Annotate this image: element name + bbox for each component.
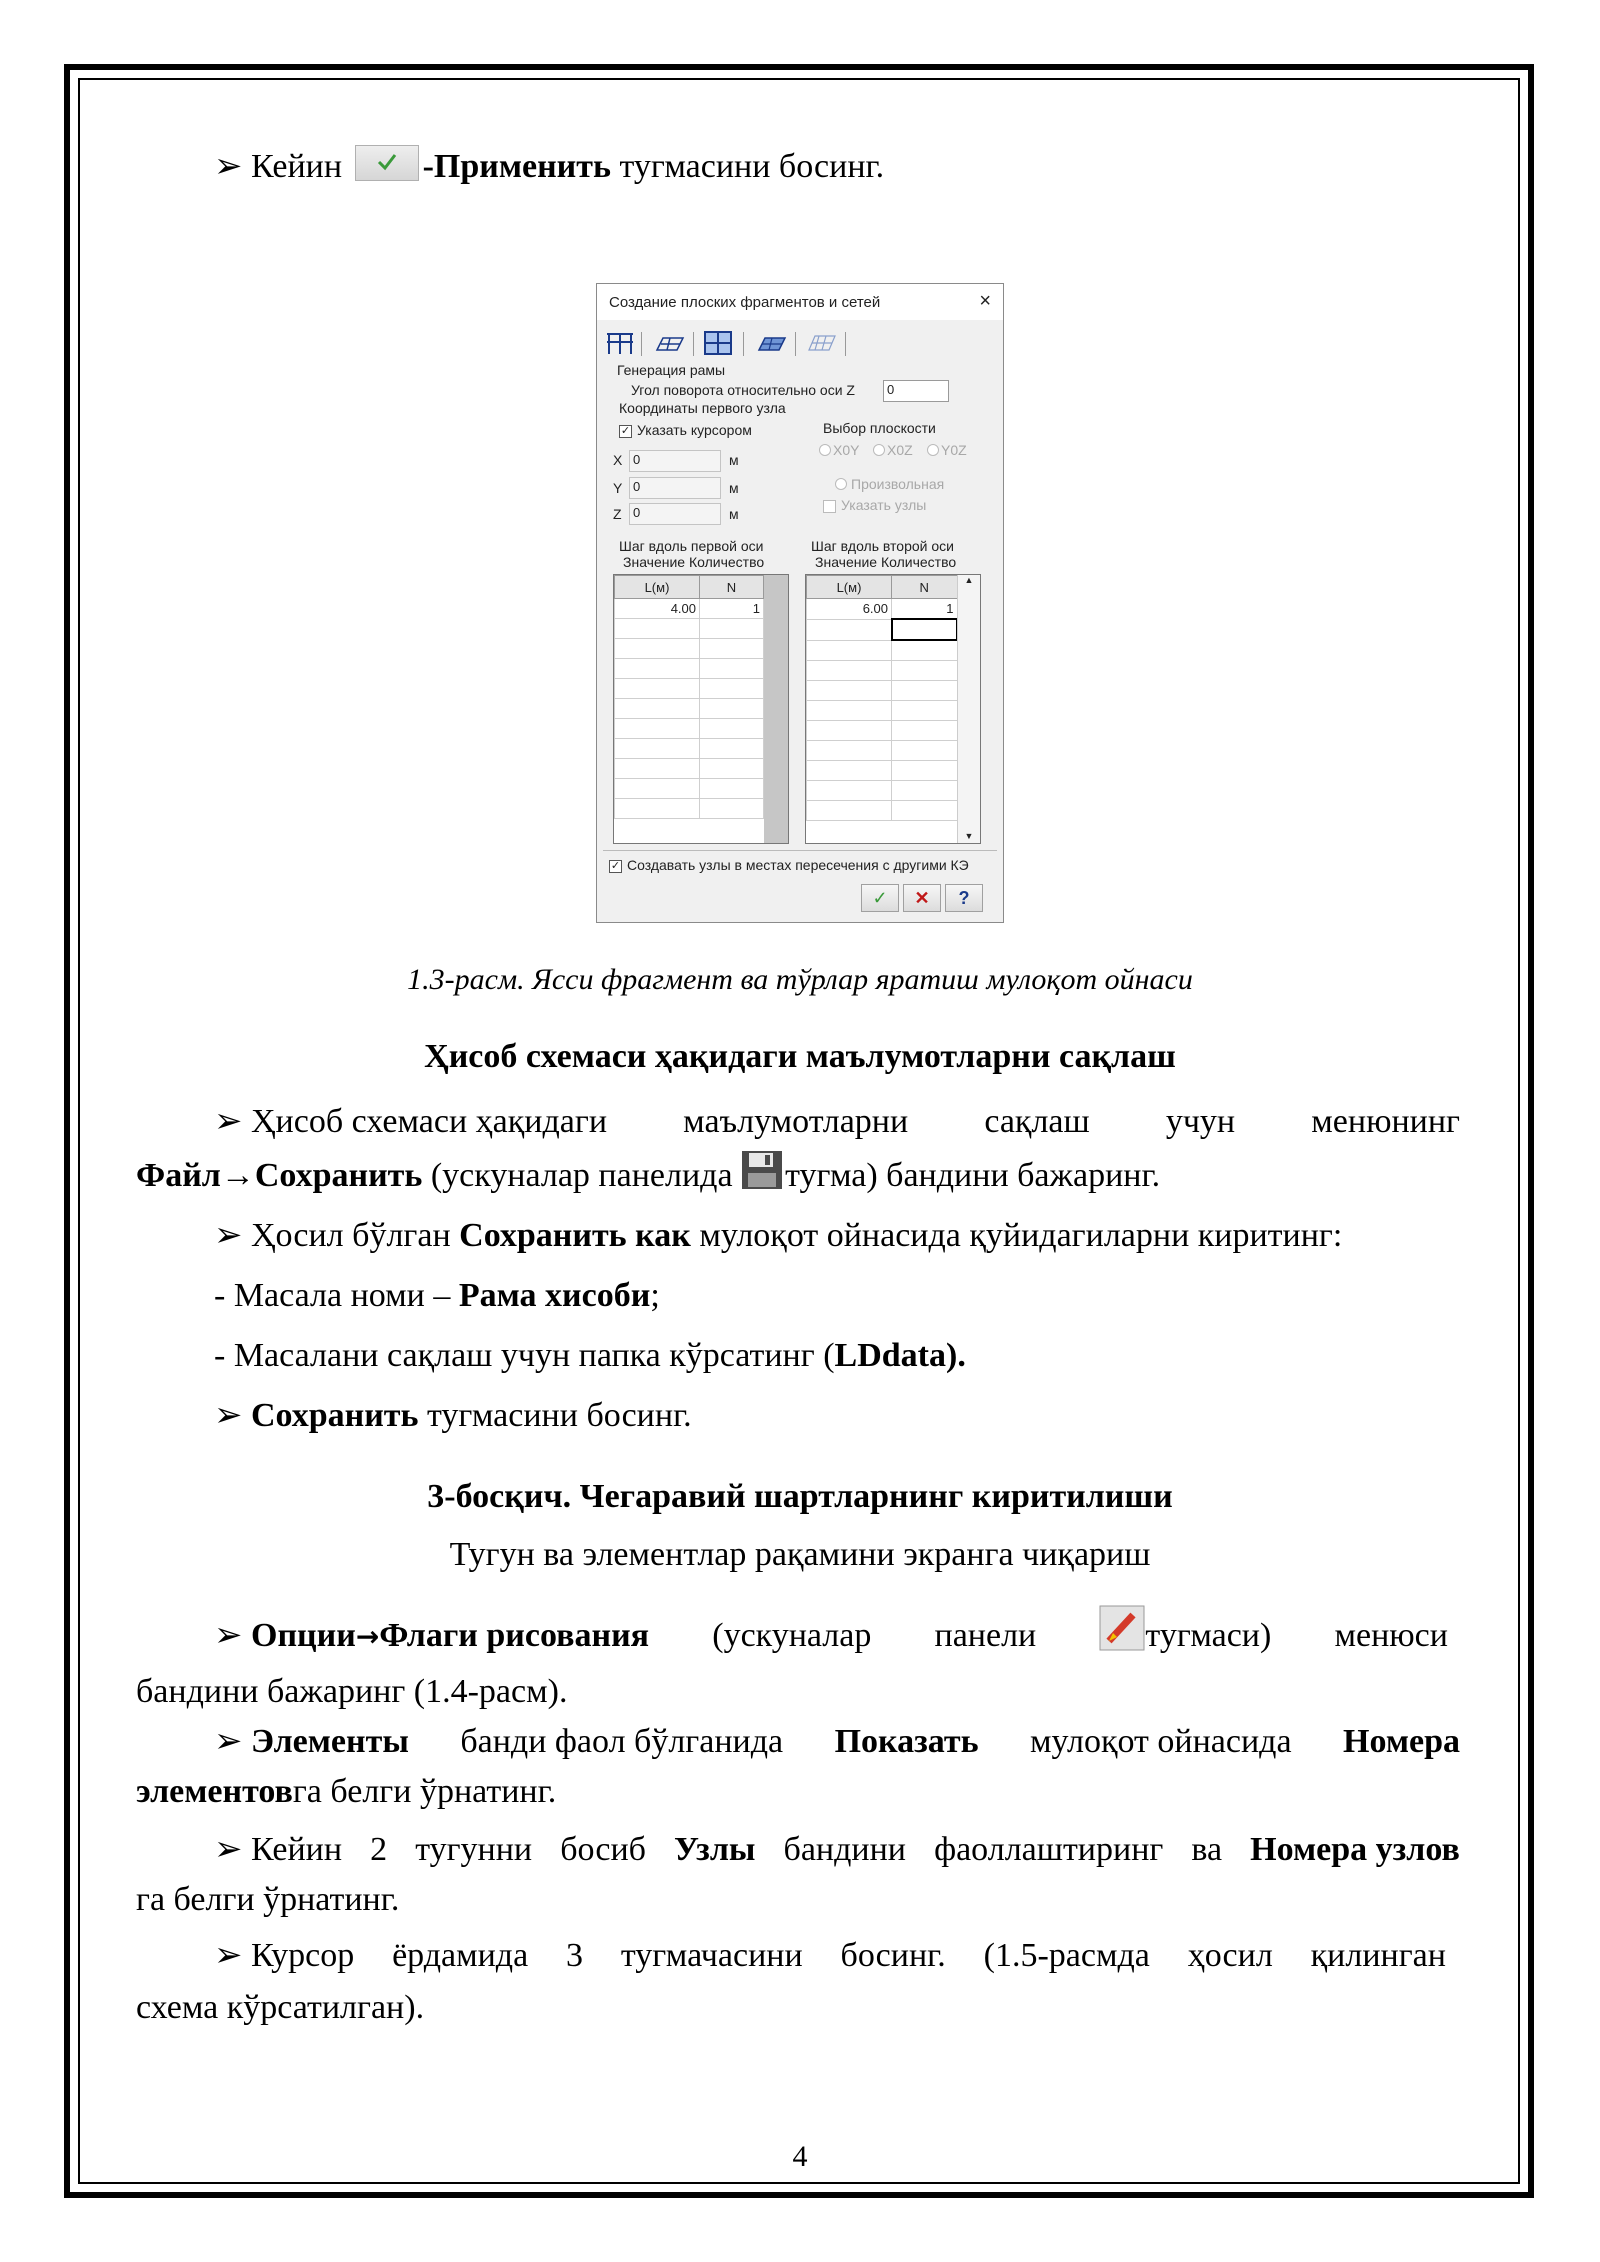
paragraph-options-line2: бандини бажаринг (1.4-расм).	[136, 1673, 568, 1710]
subheading: Тугун ва элементлар рақамини экранга чиқариш	[449, 1536, 1151, 1573]
unit-label: м	[729, 480, 739, 496]
paragraph-cursor-line1	[214, 1934, 1446, 1978]
y-input[interactable]: 0	[629, 477, 721, 499]
paragraph-save-line2	[136, 1154, 1160, 1198]
axis1-table[interactable]	[613, 574, 789, 844]
plane-xoy-label: X0Y	[833, 442, 860, 458]
axis1-title: Шаг вдоль первой оси	[619, 538, 764, 554]
axis2-table[interactable]	[805, 574, 981, 844]
col-n-header: N	[892, 576, 958, 599]
bullet-arrow-icon: ➢	[214, 1831, 243, 1868]
paragraph-save-line1	[214, 1100, 1460, 1144]
save-floppy-icon	[741, 1150, 783, 1190]
bullet-arrow-icon: ➢	[214, 1217, 243, 1254]
paragraph-cursor-line2: схема кўрсатилган).	[136, 1989, 425, 2026]
bullet-arrow-icon: ➢	[214, 1103, 243, 1140]
figure-caption: 1.3-расм. Ясси фрагмент ва тўрлар яратиш мулоқот ойнаси	[407, 963, 1193, 996]
draw-flags-bold: Флаги рисования	[379, 1617, 650, 1654]
text: сақлаш	[984, 1103, 1090, 1140]
text: тугунни	[415, 1831, 533, 1868]
text: тугмасини босинг.	[418, 1397, 692, 1434]
show-bold: Показать	[834, 1723, 979, 1760]
text: қилинган	[1310, 1937, 1446, 1974]
text: ёрдамида	[392, 1937, 529, 1974]
apply-checkmark-icon	[355, 145, 419, 181]
text: (1.5-расмда	[983, 1937, 1150, 1974]
unit-label: м	[729, 506, 739, 522]
section-heading: Ҳисоб схемаси ҳақидаги маълумотларни сақлаш	[424, 1038, 1176, 1075]
text: тугмаси)	[1145, 1617, 1272, 1654]
bullet-arrow-icon: ➢	[214, 148, 243, 185]
dialog-create-flat-fragments	[596, 283, 1004, 923]
rotation-input[interactable]: 0	[883, 380, 949, 402]
create-nodes-checkbox[interactable]: ✓	[610, 860, 621, 872]
cell-n[interactable]: 1	[700, 599, 764, 619]
text: Ҳисоб схемаси ҳақидаги	[251, 1103, 608, 1140]
scroll-down-icon[interactable]: ▼	[964, 831, 974, 841]
text: менюнинг	[1311, 1103, 1460, 1140]
text: маълумотларни	[683, 1103, 909, 1140]
nodes-bold: Узлы	[674, 1831, 756, 1868]
axis2-subtitle: Значение Количество	[815, 554, 957, 570]
plane-label: Выбор плоскости	[823, 420, 936, 436]
plane-yoz-label: Y0Z	[941, 442, 967, 458]
close-icon[interactable]: ×	[979, 290, 991, 312]
text: (ускуналар	[712, 1617, 872, 1654]
specify-nodes-label: Указать узлы	[841, 497, 927, 513]
folder-bold: LDdata).	[834, 1337, 966, 1374]
help-button[interactable]: ?	[945, 884, 983, 912]
z-label: Z	[613, 506, 622, 522]
text: - Масалани сақлаш учун папка кўрсатинг (	[214, 1337, 835, 1374]
text: босиб	[560, 1831, 646, 1868]
menu-path-bold: Файл→Сохранить	[136, 1157, 423, 1194]
text: - Масала номи –	[214, 1277, 459, 1314]
save-as-bold: Сохранить как	[459, 1217, 691, 1254]
create-nodes-label: Создавать узлы в местах пересечения с другими КЭ	[627, 857, 969, 873]
axis1-subtitle: Значение Количество	[623, 554, 765, 570]
text: мулоқот ойнасида қуйидагиларни киритинг:	[690, 1217, 1343, 1254]
cell-n[interactable]: 1	[892, 599, 958, 620]
save-bold: Сохранить	[251, 1397, 419, 1434]
specify-nodes-checkbox[interactable]	[823, 500, 836, 513]
paragraph-task-name	[214, 1274, 660, 1318]
elements-bold: Элементы	[251, 1723, 409, 1760]
text: ҳосил	[1187, 1937, 1273, 1974]
scrollbar[interactable]	[957, 575, 980, 843]
plane-yoz-radio[interactable]	[927, 444, 939, 456]
paragraph-apply	[214, 145, 884, 189]
cursor-checkbox[interactable]: ✓	[620, 425, 631, 437]
arrow-right-icon: →	[355, 1620, 380, 1653]
text: Курсор	[251, 1937, 355, 1974]
paragraph-elements-line2	[136, 1770, 556, 1814]
unit-label: м	[729, 452, 739, 468]
first-node-label: Координаты первого узла	[619, 400, 786, 416]
text: панели	[934, 1617, 1037, 1654]
draw-flags-icon	[1099, 1605, 1145, 1651]
page-number: 4	[792, 2140, 808, 2173]
text: тугма) бандини бажаринг.	[785, 1157, 1161, 1194]
col-n-header: N	[700, 576, 764, 599]
mesh-tab-icon[interactable]	[807, 330, 837, 356]
x-label: X	[613, 452, 623, 468]
node-numbers-bold: Номера узлов	[1250, 1831, 1460, 1868]
axis2-title: Шаг вдоль второй оси	[811, 538, 954, 554]
paragraph-save-button	[214, 1394, 692, 1438]
table-row[interactable]	[807, 599, 958, 620]
text: ва	[1191, 1831, 1223, 1868]
text: 2	[370, 1831, 388, 1868]
arbitrary-label: Произвольная	[851, 476, 945, 492]
stage-heading: 3-босқич. Чегаравий шартларнинг киритилиши	[427, 1478, 1173, 1515]
bullet-arrow-icon: ➢	[214, 1617, 243, 1654]
text: 3	[566, 1937, 584, 1974]
plate-tab-icon[interactable]	[757, 330, 787, 356]
text: банди фаол бўлганида	[460, 1723, 784, 1760]
grid-tab-icon[interactable]	[703, 330, 733, 356]
plane-xoz-radio[interactable]	[873, 444, 885, 456]
y-label: Y	[613, 480, 623, 496]
scroll-up-icon[interactable]: ▲	[964, 575, 974, 585]
text: мулоқот ойнасида	[1030, 1723, 1292, 1760]
scrollbar[interactable]	[764, 575, 788, 843]
bullet-arrow-icon: ➢	[214, 1723, 243, 1760]
col-l-header: L(м)	[615, 576, 700, 599]
ok-button[interactable]: ✓	[861, 884, 899, 912]
text: Ҳосил бўлган	[251, 1217, 460, 1254]
text: га белги ўрнатинг.	[292, 1773, 557, 1810]
paragraph-save-as	[214, 1214, 1342, 1258]
cell-l[interactable]: 6.00	[807, 599, 892, 620]
numbers-bold: Номера	[1343, 1723, 1460, 1760]
elements-numbers-bold: элементов	[136, 1773, 293, 1810]
text: Кейин	[251, 148, 343, 185]
arbitrary-radio[interactable]	[835, 478, 847, 490]
paragraph-nodes-line1	[214, 1828, 1460, 1872]
col-l-header: L(м)	[807, 576, 892, 599]
plane-xoy-radio[interactable]	[819, 444, 831, 456]
paragraph-folder	[214, 1334, 966, 1378]
cell-l[interactable]: 4.00	[615, 599, 700, 619]
generation-label: Генерация рамы	[617, 362, 726, 378]
task-name-bold: Рама хисоби	[458, 1277, 651, 1314]
paragraph-elements-line1	[214, 1720, 1460, 1764]
slab-tab-icon[interactable]	[655, 330, 685, 356]
text: тугмасини босинг.	[610, 148, 885, 185]
apply-bold: -Применить	[422, 148, 611, 185]
bullet-arrow-icon: ➢	[214, 1397, 243, 1434]
plane-xoz-label: X0Z	[887, 442, 913, 458]
paragraph-options-line1	[214, 1614, 1448, 1661]
rotation-label: Угол поворота относительно оси Z	[631, 382, 855, 398]
text: Кейин	[251, 1831, 343, 1868]
z-input[interactable]: 0	[629, 503, 721, 525]
text: босинг.	[840, 1937, 946, 1974]
text: менюси	[1334, 1617, 1448, 1654]
table-row[interactable]	[615, 599, 764, 619]
options-bold: Опции	[251, 1617, 356, 1654]
text: тугмачасини	[620, 1937, 803, 1974]
dialog-title: Создание плоских фрагментов и сетей	[609, 294, 881, 311]
text: бандини	[783, 1831, 906, 1868]
dialog-titlebar	[597, 284, 1003, 320]
frame-tab-icon[interactable]	[605, 330, 635, 356]
bullet-arrow-icon: ➢	[214, 1937, 243, 1974]
paragraph-nodes-line2: га белги ўрнатинг.	[136, 1881, 400, 1918]
text: учун	[1165, 1103, 1236, 1140]
text: фаоллаштиринг	[934, 1831, 1164, 1868]
cursor-checkbox-label: Указать курсором	[637, 422, 752, 438]
cancel-button[interactable]: ✕	[903, 884, 941, 912]
x-input[interactable]: 0	[629, 450, 721, 472]
text: ;	[650, 1277, 660, 1314]
text: (ускуналар панелида	[422, 1157, 742, 1194]
